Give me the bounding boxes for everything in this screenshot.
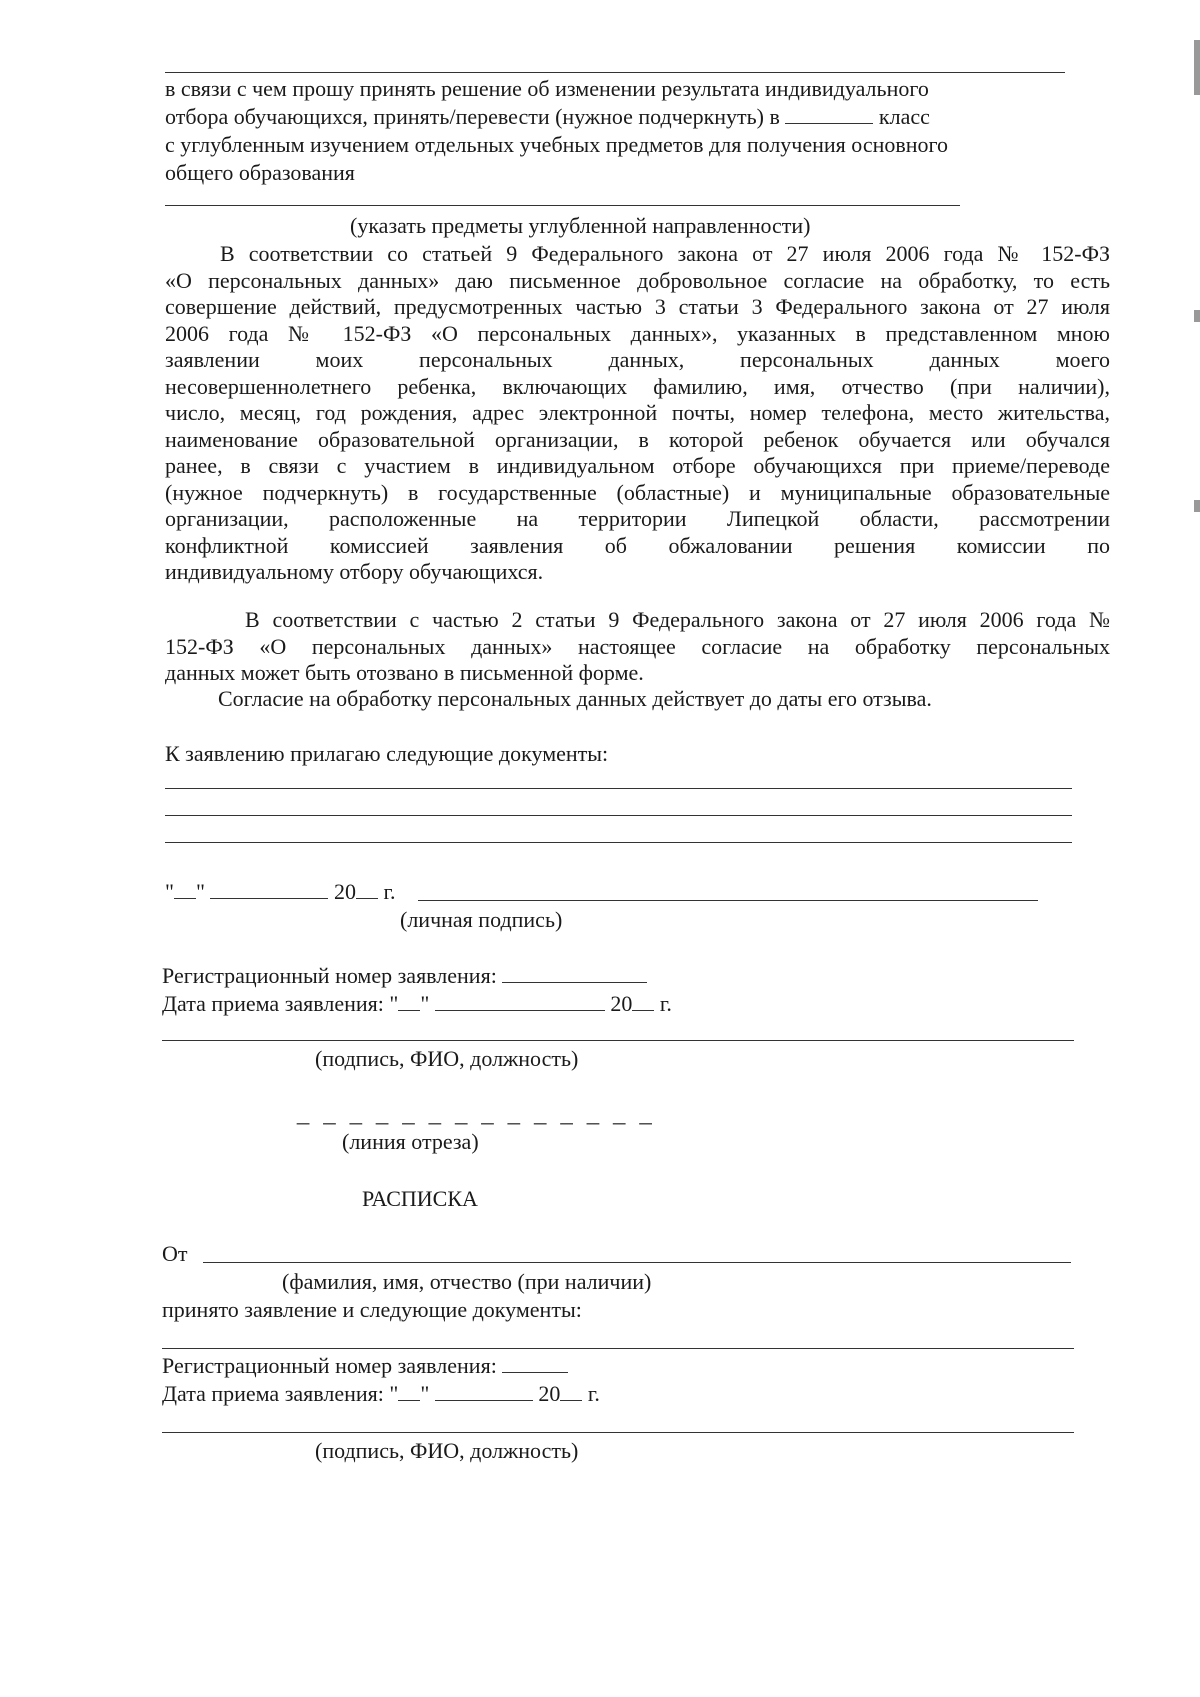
class-blank: [785, 105, 873, 124]
receipt-name-caption: (фамилия, имя, отчество (при наличии): [282, 1269, 652, 1294]
withdraw-line: 152-ФЗ «О персональных данных» настоящее согласие на обработку персональных: [165, 633, 1110, 659]
scan-edge-mark: [1194, 310, 1200, 322]
receipt-accepted: принято заявление и следующие документы:: [162, 1297, 582, 1322]
year-blank: [356, 880, 378, 899]
request-line-1: в связи с чем прошу принять решение об изменении результата индивидуального: [165, 76, 929, 101]
receipt-date-row: [162, 1380, 600, 1408]
year-prefix: 20: [333, 879, 356, 904]
registration-date-label: Дата приема заявления: ": [162, 991, 399, 1016]
consent-line: несовершеннолетнего ребенка, включающих фамилию, имя, отчество (при наличии),: [165, 373, 1110, 399]
registration-day-blank: [398, 992, 420, 1011]
registration-quote-close: ": [420, 991, 430, 1016]
consent-line: заявлении моих персональных данных, персональных данных моего: [165, 347, 1110, 372]
receipt-number-label: Регистрационный номер заявления:: [162, 1353, 497, 1378]
withdraw-line: данных может быть отозвано в письменной форме.: [165, 660, 644, 685]
registration-signature-line: [162, 1040, 1074, 1041]
scan-edge-mark: [1194, 40, 1200, 95]
receipt-month-blank: [435, 1382, 533, 1401]
receipt-signature-line: [162, 1432, 1074, 1433]
request-line-2: [165, 103, 930, 131]
consent-line: В соответствии со статьей 9 Федерального закона от 27 июля 2006 года № 152-ФЗ: [220, 241, 1110, 266]
attachments-line-3: [165, 842, 1072, 843]
registration-year-prefix: 20: [610, 991, 633, 1016]
registration-number-row: [162, 962, 647, 990]
receipt-title: РАСПИСКА: [362, 1186, 478, 1211]
subjects-blank-line: [165, 205, 960, 206]
attachments-line-1: [165, 788, 1072, 789]
receipt-caption: (подпись, ФИО, должность): [315, 1438, 579, 1463]
consent-line: (нужное подчеркнуть) в государственные (областные) и муниципальные образовательные: [165, 479, 1110, 505]
consent-line: ранее, в связи с участием в индивидуальном отборе обучающихся при приеме/переводе: [165, 453, 1110, 478]
attachments-line-2: [165, 815, 1072, 816]
consent-line: наименование образовательной организации, в которой ребенок обучается или обучался: [165, 426, 1110, 452]
signature-caption: (личная подпись): [400, 907, 563, 932]
receipt-from-line: [203, 1262, 1071, 1263]
request-line-2-text: отбора обучающихся, принять/перевести (нужное подчеркнуть) в: [165, 104, 780, 129]
receipt-day-blank: [398, 1382, 420, 1401]
registration-year-suffix: г.: [659, 991, 672, 1016]
receipt-number-blank: [502, 1354, 568, 1373]
receipt-date-label: Дата приема заявления: ": [162, 1381, 399, 1406]
cut-line: _ _ _ _ _ _ _ _ _ _ _ _ _ _: [297, 1100, 656, 1125]
consent-validity: Согласие на обработку персональных данных действует до даты его отзыва.: [218, 686, 932, 711]
consent-line: 2006 года № 152-ФЗ «О персональных данных», указанных в представленном мною: [165, 320, 1110, 346]
request-line-4: общего образования: [165, 160, 355, 185]
request-line-3: с углубленным изучением отдельных учебных предметов для получения основного: [165, 132, 949, 157]
registration-date-row: [162, 990, 672, 1018]
subjects-caption: (указать предметы углубленной направленности): [350, 213, 811, 238]
registration-caption: (подпись, ФИО, должность): [315, 1046, 579, 1071]
consent-line: число, месяц, год рождения, адрес электронной почты, номер телефона, место жительства,: [165, 400, 1110, 425]
consent-line: организации, расположенные на территории Липецкой области, рассмотрении: [165, 506, 1110, 531]
quote-close: ": [195, 879, 205, 904]
receipt-year-blank: [560, 1382, 582, 1401]
quote-open: ": [165, 879, 174, 904]
receipt-from-label: От: [162, 1241, 188, 1266]
receipt-quote-close: ": [420, 1381, 430, 1406]
month-blank: [210, 880, 328, 899]
receipt-documents-line: [162, 1348, 1074, 1349]
receipt-year-suffix: г.: [587, 1381, 600, 1406]
attachments-label: К заявлению прилагаю следующие документы:: [165, 741, 609, 766]
class-label: класс: [878, 104, 930, 129]
consent-line: конфликтной комиссией заявления об обжаловании решения комиссии по: [165, 532, 1110, 558]
cut-line-caption: (линия отреза): [342, 1129, 479, 1154]
consent-line: совершение действий, предусмотренных частью 3 статьи 3 Федерального закона от 27 июля: [165, 294, 1110, 319]
registration-number-label: Регистрационный номер заявления:: [162, 963, 497, 988]
day-blank: [174, 880, 196, 899]
signature-date-row: [165, 878, 396, 906]
year-suffix: г.: [383, 879, 396, 904]
registration-number-blank: [502, 964, 647, 983]
consent-line: индивидуальному отбору обучающихся.: [165, 559, 544, 584]
receipt-year-prefix: 20: [538, 1381, 561, 1406]
registration-month-blank: [435, 992, 605, 1011]
top-rule: [165, 72, 1065, 73]
registration-year-blank: [632, 992, 654, 1011]
withdraw-line: В соответствии с частью 2 статьи 9 Федерального закона от 27 июля 2006 года №: [245, 607, 1110, 632]
receipt-number-row: [162, 1352, 568, 1380]
scan-edge-mark: [1194, 500, 1200, 512]
consent-line: «О персональных данных» даю письменное добровольное согласие на обработку, то есть: [165, 267, 1110, 293]
signature-line: [418, 900, 1038, 901]
